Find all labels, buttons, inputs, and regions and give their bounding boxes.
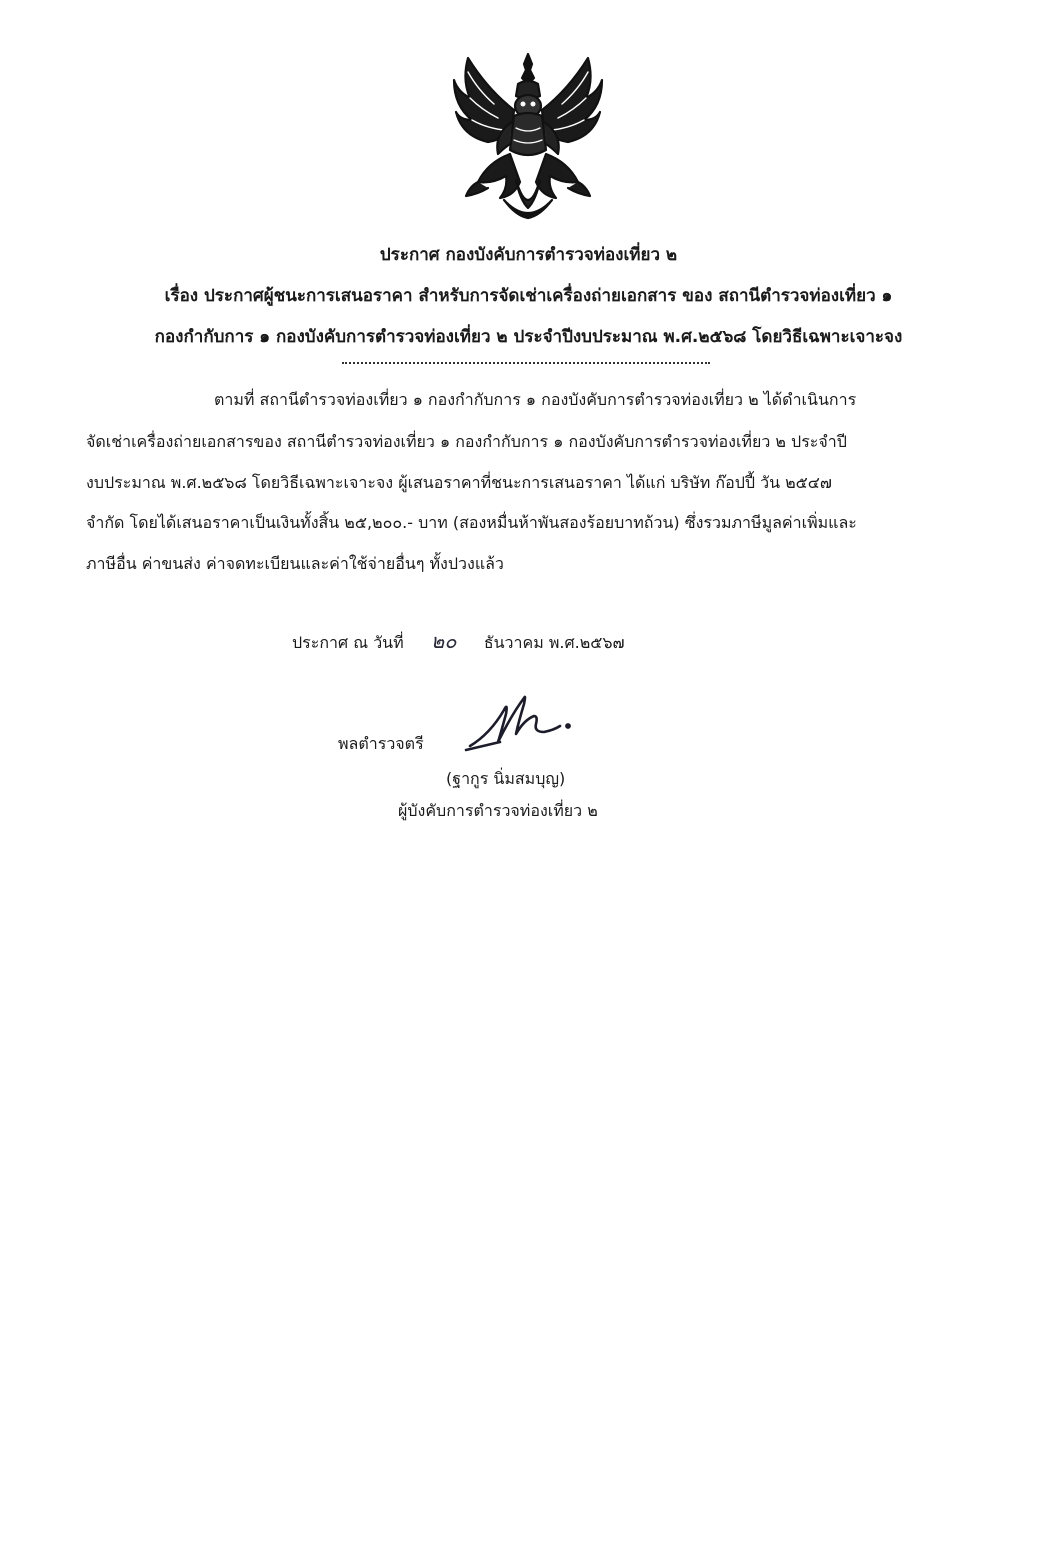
signer-name: (ฐากูร นิ่มสมบุญ) bbox=[446, 769, 566, 788]
announcement-date bbox=[292, 626, 625, 658]
announcement-subject-continued: กองกำกับการ ๑ กองบังคับการตำรวจท่องเที่ยว ๒ ประจำปีงบประมาณ พ.ศ.๒๕๖๘ โดยวิธีเฉพาะเจาะจง bbox=[154, 327, 903, 347]
body-paragraph-line: จัดเช่าเครื่องถ่ายเอกสารของ สถานีตำรวจท่องเที่ยว ๑ กองกำกับการ ๑ กองบังคับการตำรวจท่องเที่ยว ๒ ประจำปี bbox=[86, 432, 847, 451]
signer-rank: พลตำรวจตรี bbox=[338, 734, 424, 753]
handwritten-signature-icon bbox=[460, 680, 580, 762]
announcement-title: ประกาศ กองบังคับการตำรวจท่องเที่ยว ๒ bbox=[379, 245, 678, 265]
date-prefix: ประกาศ ณ วันที่ bbox=[292, 633, 404, 652]
date-month-year: ธันวาคม พ.ศ.๒๕๖๗ bbox=[483, 633, 625, 652]
signer-position: ผู้บังคับการตำรวจท่องเที่ยว ๒ bbox=[398, 801, 598, 820]
body-paragraph-line: ภาษีอื่น ค่าขนส่ง ค่าจดทะเบียนและค่าใช้จ่ายอื่นๆ ทั้งปวงแล้ว bbox=[86, 554, 504, 573]
date-day-handwritten: ๒๐ bbox=[431, 629, 457, 653]
announcement-subject: เรื่อง ประกาศผู้ชนะการเสนอราคา สำหรับการจัดเช่าเครื่องถ่ายเอกสาร ของ สถานีตำรวจท่องเที่ยว ๑ bbox=[164, 286, 893, 306]
body-paragraph-line: ตามที่ สถานีตำรวจท่องเที่ยว ๑ กองกำกับการ ๑ กองบังคับการตำรวจท่องเที่ยว ๒ ได้ดำเนินการ bbox=[214, 390, 857, 409]
garuda-emblem-icon bbox=[448, 50, 608, 226]
body-paragraph-line: จำกัด โดยได้เสนอราคาเป็นเงินทั้งสิ้น ๒๕,๒๐๐.- บาท (สองหมื่นห้าพันสองร้อยบาทถ้วน) ซึ่งรวมภาษีมูลค่าเพิ่มและ bbox=[86, 513, 857, 532]
body-paragraph-line: งบประมาณ พ.ศ.๒๕๖๘ โดยวิธีเฉพาะเจาะจง ผู้เสนอราคาที่ชนะการเสนอราคา ได้แก่ บริษัท ก๊อปปี้ วัน ๒๕๔๗ bbox=[86, 473, 832, 492]
dotted-divider bbox=[342, 358, 710, 364]
